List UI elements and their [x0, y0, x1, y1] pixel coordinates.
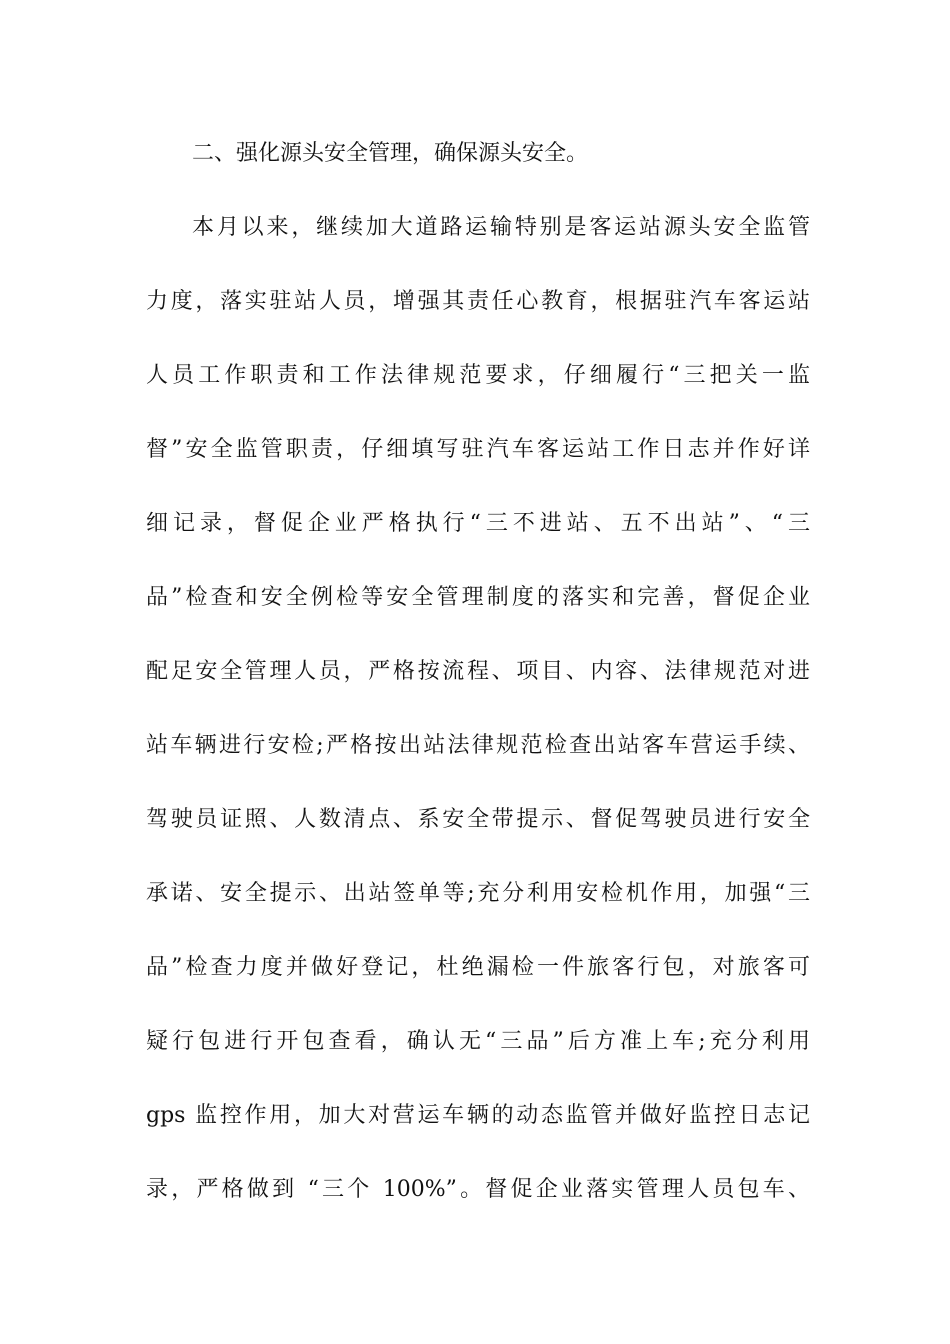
paragraph-line: 承诺、安全提示、出站签单等;充分利用安检机作用，加强“三 — [146, 881, 810, 906]
paragraph-line: 驾驶员证照、人数清点、系安全带提示、督促驾驶员进行安全 — [146, 807, 810, 832]
paragraph-line: 本月以来，继续加大道路运输特别是客运站源头安全监管 — [192, 215, 810, 240]
paragraph-line: gps 监控作用，加大对营运车辆的动态监管并做好监控日志记 — [146, 1103, 810, 1128]
section-heading: 二、强化源头安全管理，确保源头安全。 — [192, 141, 589, 166]
paragraph-line: 品”检查和安全例检等安全管理制度的落实和完善，督促企业 — [146, 585, 810, 610]
paragraph-line: 疑行包进行开包查看，确认无“三品”后方准上车;充分利用 — [146, 1029, 810, 1054]
paragraph-line: 人员工作职责和工作法律规范要求，仔细履行“三把关一监 — [146, 363, 810, 388]
paragraph-line: 配足安全管理人员，严格按流程、项目、内容、法律规范对进 — [146, 659, 810, 684]
paragraph-line: 品”检查力度并做好登记，杜绝漏检一件旅客行包，对旅客可 — [146, 955, 810, 980]
paragraph-line: 录，严格做到 “三个 100%”。督促企业落实管理人员包车、 — [146, 1177, 810, 1202]
paragraph-line: 力度，落实驻站人员，增强其责任心教育，根据驻汽车客运站 — [146, 289, 810, 314]
paragraph-line: 督”安全监管职责，仔细填写驻汽车客运站工作日志并作好详 — [146, 437, 810, 462]
paragraph-line: 细记录，督促企业严格执行“三不进站、五不出站”、“三 — [146, 511, 810, 536]
paragraph-line: 站车辆进行安检;严格按出站法律规范检查出站客车营运手续、 — [146, 733, 810, 758]
